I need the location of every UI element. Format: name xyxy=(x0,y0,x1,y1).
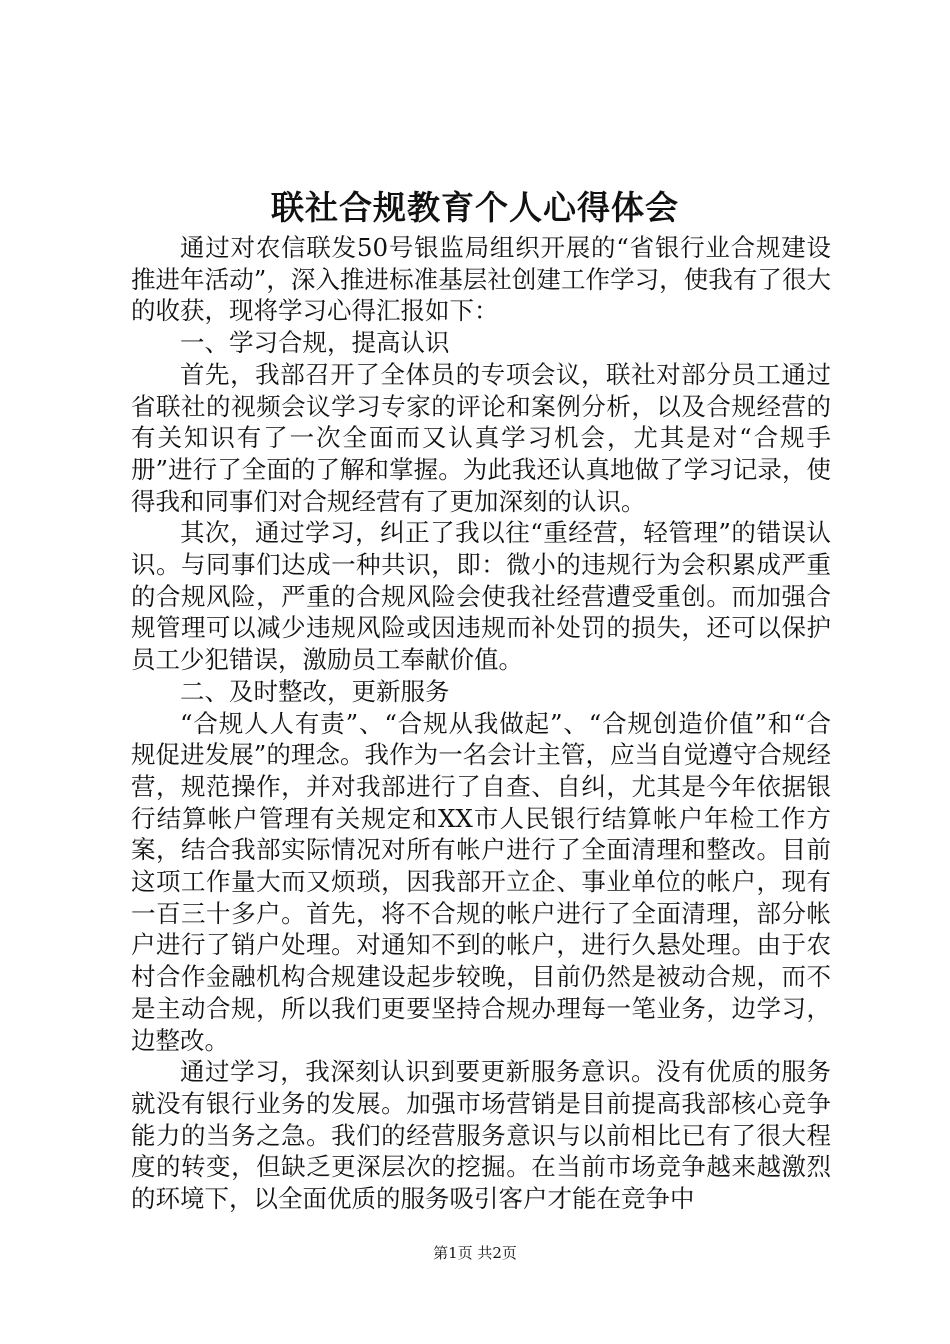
body-paragraph: 首先，我部召开了全体员的专项会议，联社对部分员工通过省联社的视频会议学习专家的评论和案例分析，以及合规经营的有关知识有了一次全面而又认真学习机会，尤其是对“合规手册”进行了全面的了解和掌握。为此我还认真地做了学习记录，使得我和同事们对合规经营有了更加深刻的认识。 xyxy=(131,359,831,516)
section-heading-2: 二、及时整改，更新服务 xyxy=(180,676,450,706)
document-body xyxy=(131,232,831,1215)
section-heading-1: 一、学习合规，提高认识 xyxy=(180,328,450,358)
intro-paragraph: 通过对农信联发50号银监局组织开展的“省银行业合规建设推进年活动”，深入推进标准基层社创建工作学习，使我有了很大的收获，现将学习心得汇报如下： xyxy=(131,233,831,326)
page-number-footer: 第1页 共2页 xyxy=(433,1244,517,1262)
body-paragraph: 其次，通过学习，纠正了我以往“重经营，轻管理”的错误认识。与同事们达成一种共识，即：微小的违规行为会积累成严重的合规风险，严重的合规风险会使我社经营遭受重创。而加强合规管理可以减少违规风险或因违规而补处罚的损失，还可以保护员工少犯错误，激励员工奉献价值。 xyxy=(131,518,831,675)
body-paragraph: “合规人人有责”、“合规从我做起”、“合规创造价值”和“合规促进发展”的理念。我作为一名会计主管，应当自觉遵守合规经营，规范操作，并对我部进行了自查、自纠，尤其是今年依据银行结算帐户管理有关规定和XX市人民银行结算帐户年检工作方案，结合我部实际情况对所有帐户进行了全面清理和整改。目前这项工作量大而又烦琐，因我部开立企、事业单位的帐户，现有一百三十多户。首先，将不合规的帐户进行了全面清理，部分帐户进行了销户处理。对通知不到的帐户，进行久悬处理。由于农村合作金融机构合规建设起步较晚，目前仍然是被动合规，而不是主动合规，所以我们更要坚持合规办理每一笔业务，边学习，边整改。 xyxy=(131,708,831,1055)
document-title: 联社合规教育个人心得体会 xyxy=(271,188,679,227)
body-paragraph: 通过学习，我深刻认识到要更新服务意识。没有优质的服务就没有银行业务的发展。加强市场营销是目前提高我部核心竞争能力的当务之急。我们的经营服务意识与以前相比已有了很大程度的转变，但缺乏更深层次的挖掘。在当前市场竞争越来越激烈的环境下，以全面优质的服务吸引客户才能在竞争中 xyxy=(131,1057,831,1214)
